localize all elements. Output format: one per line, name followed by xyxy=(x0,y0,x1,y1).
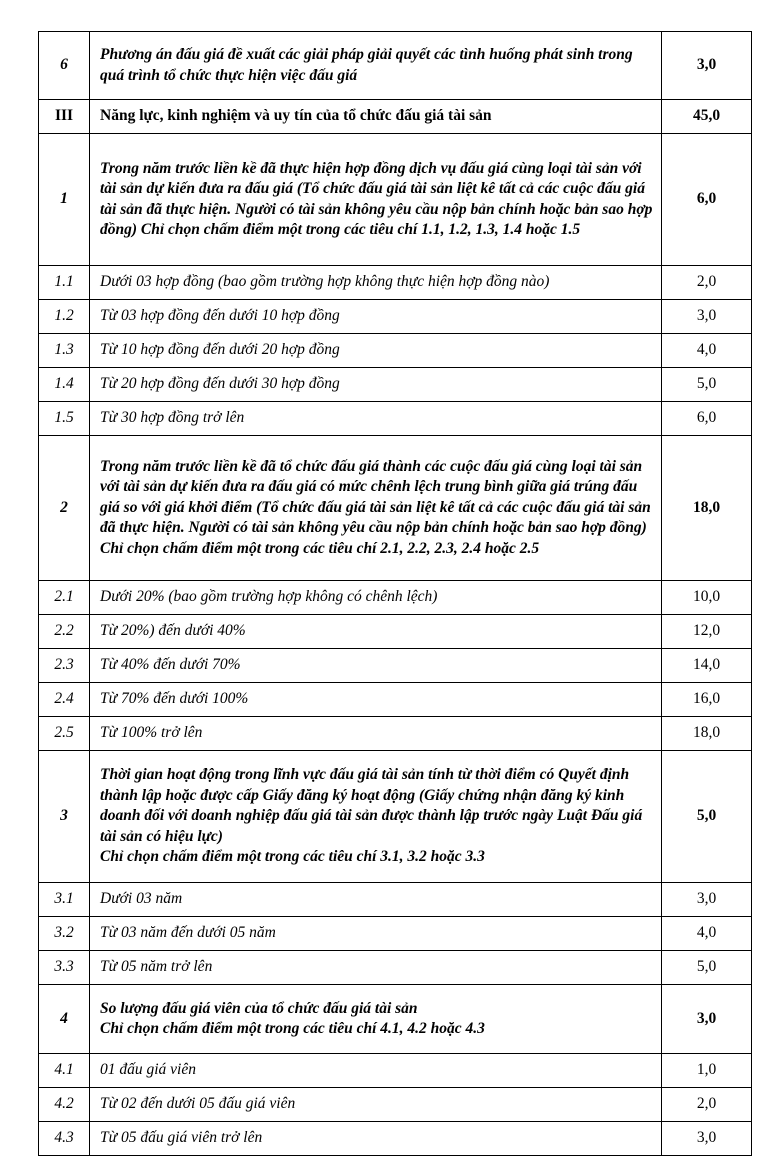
max-score: 3,0 xyxy=(662,883,752,917)
table-row xyxy=(39,1088,752,1122)
criterion-text: Dưới 03 hợp đồng (bao gồm trường hợp không thực hiện hợp đồng nào) xyxy=(100,273,550,291)
max-score: 18,0 xyxy=(662,436,752,581)
max-score: 6,0 xyxy=(662,134,752,266)
criterion-text: Trong năm trước liền kề đã thực hiện hợp đồng dịch vụ đấu giá cùng loại tài sản với tài sản dự kiến đưa ra đấu giá (Tổ chức đấu giá tài sản liệt kê tất cả các cuộc đấu giá tài sản đã thực hiện. Người có tài sản không yêu cầu nộp bản chính hoặc bản sao hợp đồng) Chỉ chọn chấm điểm một trong các tiêu chí 1.1, 1.2, 1.3, 1.4 hoặc 1.5 xyxy=(100,159,653,238)
row-number: 2.4 xyxy=(39,683,90,717)
criterion-cell xyxy=(90,917,662,951)
row-number: 4.3 xyxy=(39,1122,90,1156)
criterion-text: Từ 03 hợp đồng đến dưới 10 hợp đồng xyxy=(100,307,340,325)
row-number: 3.2 xyxy=(39,917,90,951)
row-number: 2.2 xyxy=(39,615,90,649)
criterion-cell xyxy=(90,368,662,402)
max-score: 4,0 xyxy=(662,334,752,368)
table-row xyxy=(39,436,752,581)
max-score: 3,0 xyxy=(662,1122,752,1156)
criterion-cell xyxy=(90,1054,662,1088)
criterion-cell xyxy=(90,300,662,334)
criterion-cell xyxy=(90,717,662,751)
max-score: 1,0 xyxy=(662,1054,752,1088)
criterion-text: Dưới 03 năm xyxy=(100,890,183,908)
table-row xyxy=(39,402,752,436)
row-number: 4.2 xyxy=(39,1088,90,1122)
criterion-text: Từ 20%) đến dưới 40% xyxy=(100,622,246,640)
criterion-text: Từ 20 hợp đồng đến dưới 30 hợp đồng xyxy=(100,375,340,393)
row-number: 4.1 xyxy=(39,1054,90,1088)
max-score: 2,0 xyxy=(662,266,752,300)
row-number: 2.1 xyxy=(39,581,90,615)
row-number: 2.3 xyxy=(39,649,90,683)
table-row xyxy=(39,615,752,649)
row-number: 1.4 xyxy=(39,368,90,402)
row-number: 2 xyxy=(39,436,90,581)
row-number: 1.3 xyxy=(39,334,90,368)
max-score: 5,0 xyxy=(662,951,752,985)
max-score: 6,0 xyxy=(662,402,752,436)
max-score: 12,0 xyxy=(662,615,752,649)
criterion-cell xyxy=(90,951,662,985)
criterion-cell xyxy=(90,134,662,266)
max-score: 4,0 xyxy=(662,917,752,951)
table-row xyxy=(39,300,752,334)
table-row xyxy=(39,883,752,917)
row-number: 1 xyxy=(39,134,90,266)
max-score: 5,0 xyxy=(662,751,752,883)
max-score: 45,0 xyxy=(662,100,752,134)
table-row xyxy=(39,1122,752,1156)
criterion-cell xyxy=(90,402,662,436)
criterion-text: Từ 05 năm trở lên xyxy=(100,958,213,976)
row-number: 4 xyxy=(39,985,90,1054)
criterion-cell xyxy=(90,1088,662,1122)
criterion-instruction: Chỉ chọn chấm điểm một trong các tiêu chí 3.1, 3.2 hoặc 3.3 xyxy=(100,848,485,866)
criteria-table-body xyxy=(39,32,752,1156)
criterion-cell xyxy=(90,683,662,717)
criterion-cell xyxy=(90,615,662,649)
criterion-text: Từ 03 năm đến dưới 05 năm xyxy=(100,924,276,942)
max-score: 2,0 xyxy=(662,1088,752,1122)
table-row xyxy=(39,751,752,883)
criterion-cell xyxy=(90,100,662,134)
criterion-text: So lượng đấu giá viên của tổ chức đấu giá tài sản xyxy=(100,999,418,1017)
criterion-cell xyxy=(90,1122,662,1156)
criterion-cell xyxy=(90,751,662,883)
max-score: 18,0 xyxy=(662,717,752,751)
criterion-cell xyxy=(90,334,662,368)
criterion-text: Từ 02 đến dưới 05 đấu giá viên xyxy=(100,1095,296,1113)
criterion-cell xyxy=(90,985,662,1054)
max-score: 10,0 xyxy=(662,581,752,615)
max-score: 14,0 xyxy=(662,649,752,683)
criteria-table xyxy=(38,31,752,1156)
criterion-cell xyxy=(90,581,662,615)
criterion-cell xyxy=(90,649,662,683)
max-score: 3,0 xyxy=(662,300,752,334)
row-number: 6 xyxy=(39,32,90,100)
table-row xyxy=(39,134,752,266)
row-number: 1.1 xyxy=(39,266,90,300)
row-number: 3.1 xyxy=(39,883,90,917)
row-number: 3 xyxy=(39,751,90,883)
criterion-cell xyxy=(90,266,662,300)
criterion-text: Từ 30 hợp đồng trở lên xyxy=(100,409,245,427)
criterion-text: Từ 10 hợp đồng đến dưới 20 hợp đồng xyxy=(100,341,340,359)
criterion-text: Phương án đấu giá đề xuất các giải pháp giải quyết các tình huống phát sinh trong quá trình tổ chức thực hiện việc đấu giá xyxy=(100,46,633,84)
table-row xyxy=(39,100,752,134)
criterion-text: Năng lực, kinh nghiệm và uy tín của tổ chức đấu giá tài sản xyxy=(100,107,492,125)
table-row xyxy=(39,649,752,683)
row-number: 1.2 xyxy=(39,300,90,334)
criterion-text: Dưới 20% (bao gồm trường hợp không có chênh lệch) xyxy=(100,588,438,606)
table-row xyxy=(39,717,752,751)
table-row xyxy=(39,951,752,985)
criterion-cell xyxy=(90,32,662,100)
table-row xyxy=(39,683,752,717)
table-row xyxy=(39,581,752,615)
criterion-text: Từ 40% đến dưới 70% xyxy=(100,656,241,674)
criterion-text: Trong năm trước liền kề đã tổ chức đấu giá thành các cuộc đấu giá cùng loại tài sản với tài sản dự kiến đưa ra đấu giá có mức chênh lệch trung bình giữa giá trúng đấu giá so với giá khởi điểm (Tổ chức đấu giá tài sản liệt kê tất cả các cuộc đấu giá tài sản đã thực hiện. Người có tài sản không yêu cầu nộp bản chính hoặc bản sao hợp đồng) xyxy=(100,457,651,537)
row-number: 1.5 xyxy=(39,402,90,436)
table-row xyxy=(39,334,752,368)
criterion-text: Thời gian hoạt động trong lĩnh vực đấu giá tài sản tính từ thời điểm có Quyết định thành lập hoặc được cấp Giấy đăng ký hoạt động (Giấy chứng nhận đăng ký kinh doanh đối với doanh nghiệp đấu giá tài sản được thành lập trước ngày Luật Đấu giá tài sản có hiệu lực) xyxy=(100,766,643,845)
criterion-cell xyxy=(90,883,662,917)
table-row xyxy=(39,32,752,100)
row-number: 2.5 xyxy=(39,717,90,751)
criterion-text: Từ 05 đấu giá viên trở lên xyxy=(100,1129,263,1147)
table-row xyxy=(39,266,752,300)
criterion-instruction: Chỉ chọn chấm điểm một trong các tiêu chí 4.1, 4.2 hoặc 4.3 xyxy=(100,1020,485,1037)
criterion-cell xyxy=(90,436,662,581)
max-score: 5,0 xyxy=(662,368,752,402)
max-score: 3,0 xyxy=(662,985,752,1054)
criterion-text: 01 đấu giá viên xyxy=(100,1061,196,1079)
table-row xyxy=(39,1054,752,1088)
table-row xyxy=(39,985,752,1054)
row-number: 3.3 xyxy=(39,951,90,985)
criterion-text: Từ 70% đến dưới 100% xyxy=(100,690,249,708)
max-score: 16,0 xyxy=(662,683,752,717)
max-score: 3,0 xyxy=(662,32,752,100)
table-row xyxy=(39,917,752,951)
criterion-instruction: Chỉ chọn chấm điểm một trong các tiêu chí 2.1, 2.2, 2.3, 2.4 hoặc 2.5 xyxy=(100,539,540,557)
table-row xyxy=(39,368,752,402)
row-number: III xyxy=(39,100,90,134)
criterion-text: Từ 100% trở lên xyxy=(100,724,203,742)
